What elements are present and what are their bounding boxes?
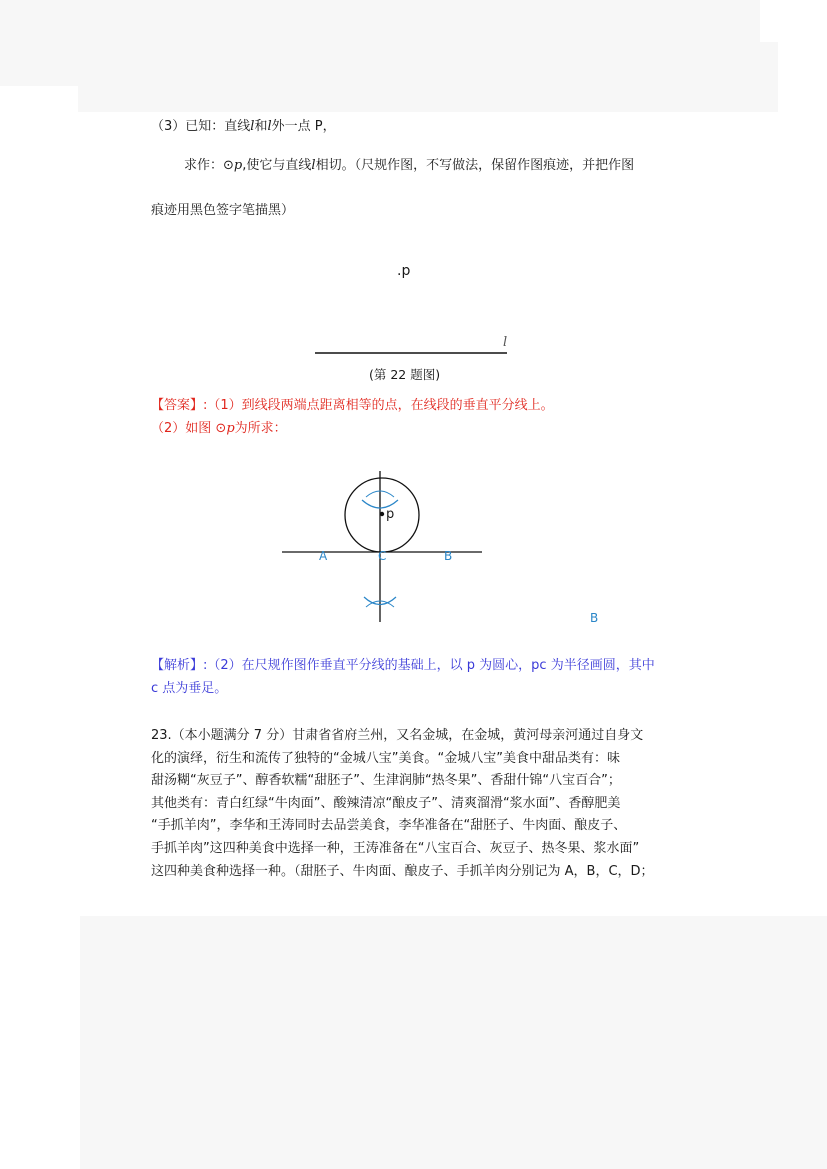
q23-line: 化的演绎，衍生和流传了独特的“金城八宝”美食。“金城八宝”美食中甜品类有：味 xyxy=(151,750,620,766)
part3-line1: （3）已知：直线l和l外一点 P， xyxy=(151,119,336,134)
q23-line: 其他类有：青白红绿“牛肉面”、酸辣清凉“酿皮子”、清爽溜滑“浆水面”、香醇肥美 xyxy=(151,795,621,811)
part3-line2: 求作：⊙p,使它与直线l相切。（尺规作图，不写做法，保留作图痕迹，并把作图 xyxy=(184,158,635,173)
answer-line1: 【答案】:（1）到线段两端点距离相等的点，在线段的垂直平分线上。 xyxy=(151,398,554,413)
answer-line2: （2）如图 ⊙p为所求： xyxy=(151,421,287,436)
part3-line3: 痕迹用黑色签字笔描黑） xyxy=(151,203,295,218)
q23-line: “手抓羊肉”，李华和王涛同时去品尝美食，李华准备在“甜胚子、牛肉面、酿皮子、 xyxy=(151,818,627,834)
figure2-stray-b: B xyxy=(590,611,599,625)
figure2-label-p: p xyxy=(386,507,395,522)
q23-line: 手抓羊肉”这四种美食中选择一种，王涛准备在“八宝百合、灰豆子、热冬果、浆水面” xyxy=(151,840,640,856)
figure1-line-label: l xyxy=(503,335,508,350)
figure2-label-c: C xyxy=(378,549,387,563)
figure1-caption: (第 22 题图) xyxy=(369,367,441,382)
analysis-line2: c 点为垂足。 xyxy=(151,681,228,696)
q23-line: 23.（本小题满分 7 分）甘肃省省府兰州，又名金城，在金城，黄河母亲河通过自身文 xyxy=(151,728,644,743)
q23-paragraph xyxy=(151,725,681,883)
analysis-line1: 【解析】:（2）在尺规作图作垂直平分线的基础上，以 p 为圆心，pc 为半径画圆，其中 xyxy=(151,658,655,673)
figure2-label-a: A xyxy=(319,549,328,563)
q23-line: 甜汤糊“灰豆子”、醇香软糯“甜胚子”、生津润肺“热冬果”、香甜什锦“八宝百合”； xyxy=(151,773,621,789)
figure1-point-label: .p xyxy=(397,263,411,279)
q23-line: 这四种美食种选择一种。（甜胚子、牛肉面、酿皮子、手抓羊肉分别记为 A，B，C，D； xyxy=(151,863,654,879)
figure2-label-b: B xyxy=(444,549,453,563)
center-point xyxy=(380,512,384,516)
